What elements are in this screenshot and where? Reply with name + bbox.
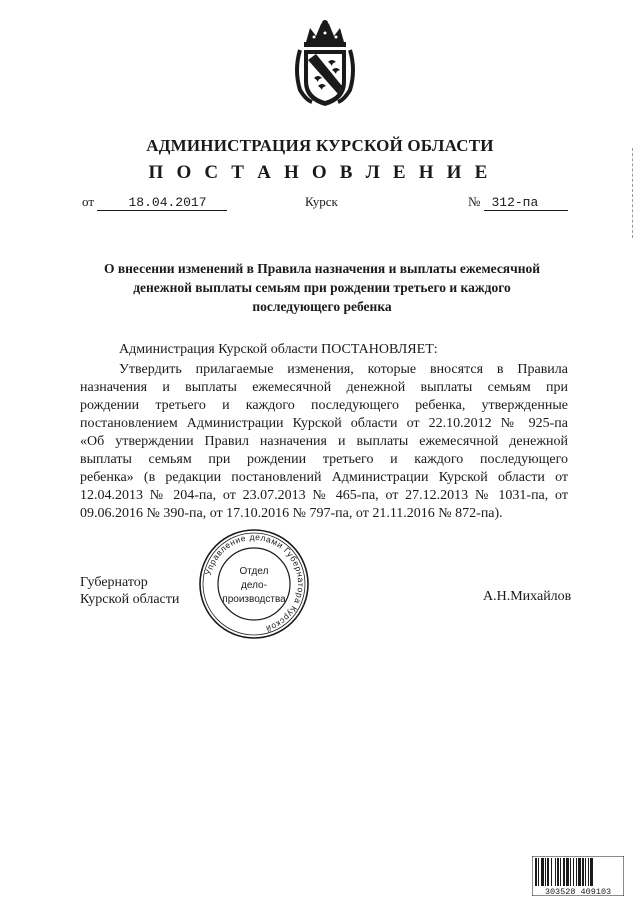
city-label: Курск	[305, 194, 338, 209]
subject-line: денежной выплаты семьям при рождении третьего и каждого	[133, 280, 511, 295]
barcode-bar	[555, 858, 556, 886]
barcode	[532, 856, 624, 896]
barcode-bar	[590, 858, 593, 886]
barcode-bar	[541, 858, 544, 886]
organization-title: АДМИНИСТРАЦИЯ КУРСКОЙ ОБЛАСТИ	[146, 136, 494, 155]
barcode-bar	[557, 858, 559, 886]
barcode-number: 303528 409103	[544, 887, 612, 896]
barcode-bar	[566, 858, 569, 886]
number-field	[468, 194, 568, 211]
signatory-title-line: Губернатор	[80, 575, 148, 590]
signatory-title	[80, 574, 179, 608]
subject-line: последующего ребенка	[252, 299, 392, 314]
number-value: 312-па	[491, 195, 539, 210]
body-line: постановлением Администрации Курской области от 22.10.2012 № 925-па	[80, 416, 568, 431]
barcode-bar	[560, 858, 561, 886]
subject-line: О внесении изменений в Правила назначения и выплаты ежемесячной	[103, 261, 541, 276]
signatory-title-line: Курской области	[80, 592, 180, 607]
resolution-intro: Администрация Курской области ПОСТАНОВЛЯЕТ:	[119, 342, 438, 357]
document-type-heading: П О С Т А Н О В Л Е Н И Е	[148, 162, 492, 183]
stamp-center-line: производства	[222, 594, 286, 605]
barcode-bar	[563, 858, 565, 886]
body-line: выплаты семьям при рождении третьего и каждого последующего	[80, 452, 568, 467]
stamp-ring-text: Управление делами Губернатора Курской	[202, 531, 307, 635]
body-line: 09.06.2016 № 390-па, от 17.10.2016 № 797-па, от 21.11.2016 № 872-па).	[80, 506, 503, 521]
barcode-bar	[578, 858, 581, 886]
coat-of-arms-emblem	[292, 20, 358, 108]
barcode-bar	[585, 858, 586, 886]
barcode-bar	[573, 858, 574, 886]
body-line: 12.04.2013 № 204-па, от 23.07.2013 № 465-па, от 27.12.2013 № 1031-па, от	[80, 488, 568, 503]
stamp-center-line: дело-	[241, 580, 267, 591]
date-field	[82, 194, 227, 211]
barcode-bar	[545, 858, 546, 886]
barcode-bar	[551, 858, 552, 886]
barcode-bar	[570, 858, 571, 886]
number-prefix: №	[468, 194, 481, 209]
body-line: ребенка» (в редакции постановлений Администрации Курской области от	[80, 470, 568, 485]
barcode-bar	[538, 858, 539, 886]
date-prefix: от	[82, 194, 95, 209]
date-value: 18.04.2017	[128, 195, 207, 210]
stamp-center-line: Отдел	[239, 566, 269, 577]
barcode-bar	[547, 858, 549, 886]
body-line: назначения и выплаты ежемесячной денежной выплаты семьям при	[80, 380, 568, 395]
barcode-bar	[582, 858, 584, 886]
body-line: «Об утверждении Правил назначения и выплаты ежемесячной денежной	[80, 434, 568, 449]
body-line: рождении третьего и каждого последующего ребенка, утвержденные	[80, 398, 568, 413]
body-line: Утвердить прилагаемые изменения, которые вносятся в Правила	[119, 362, 568, 377]
document-subject	[78, 259, 566, 316]
scan-edge-mark	[632, 148, 635, 238]
barcode-bar	[576, 858, 577, 886]
barcode-bar	[588, 858, 589, 886]
official-stamp	[196, 526, 312, 642]
signatory-name: А.Н.Михайлов	[483, 589, 572, 604]
barcode-bar	[535, 858, 537, 886]
